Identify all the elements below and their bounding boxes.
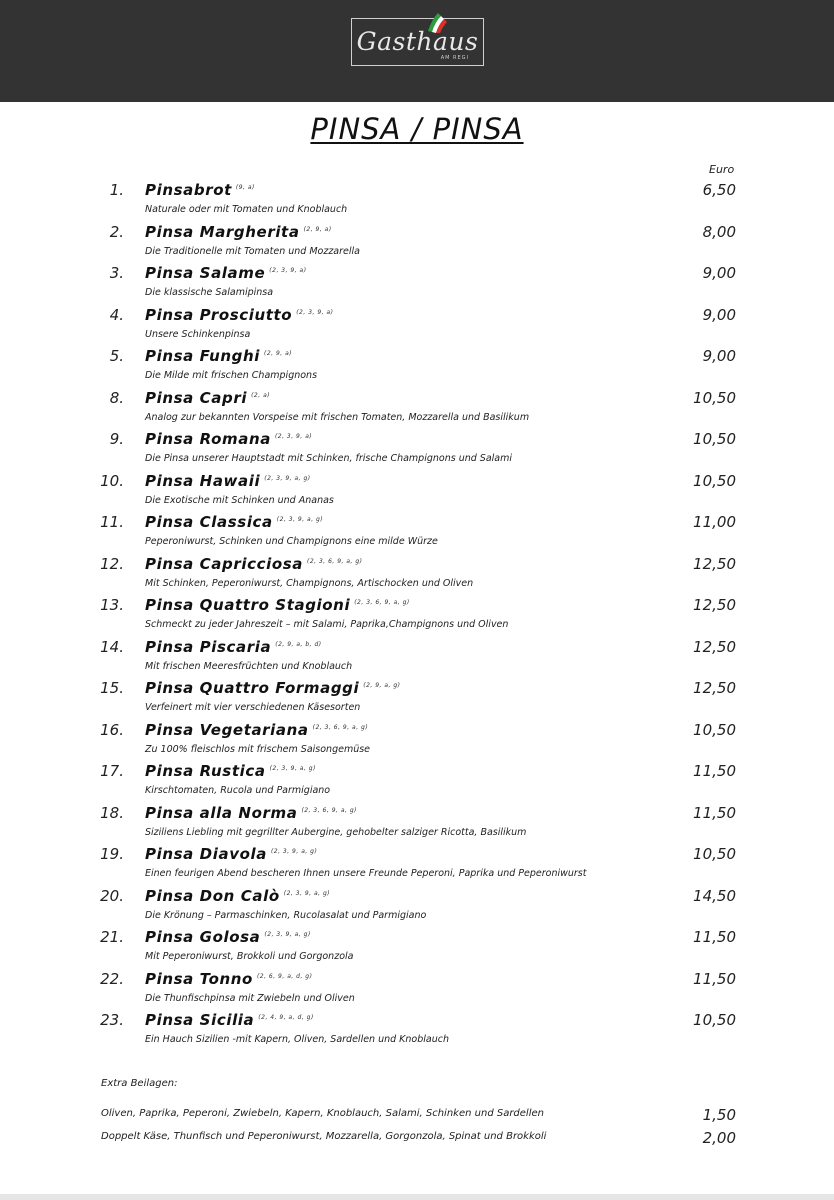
item-name — [145, 472, 311, 490]
menu-item — [0, 306, 834, 348]
allergen-codes: (2, a) — [251, 392, 271, 399]
allergen-codes: (2, 6, 9, a, d, g) — [256, 973, 313, 980]
menu-item — [0, 347, 834, 389]
item-name-text: Pinsa Diavola — [145, 845, 267, 863]
allergen-codes: (2, 4, 9, a, d, g) — [258, 1014, 314, 1021]
allergen-codes: (9, a) — [235, 184, 255, 191]
item-description: Ein Hauch Sizilien -mit Kapern, Oliven, Sardellen und Knoblauch — [145, 1034, 450, 1045]
item-price: 6,50 — [702, 181, 736, 199]
allergen-codes: (2, 3, 6, 9, a, g) — [306, 558, 363, 565]
item-price: 9,00 — [702, 347, 736, 365]
item-name — [145, 721, 368, 739]
item-number: 11. — [100, 513, 124, 531]
item-description: Schmeckt zu jeder Jahreszeit – mit Salami, Paprika,Champignons und Oliven — [145, 619, 509, 630]
item-price: 11,50 — [693, 928, 736, 946]
item-number: 14. — [100, 638, 124, 656]
allergen-codes: (2, 3, 9, a, g) — [283, 890, 331, 897]
item-price: 10,50 — [693, 721, 736, 739]
item-name — [145, 762, 316, 780]
item-name-text: Pinsa Sicilia — [145, 1011, 255, 1029]
item-name — [145, 928, 311, 946]
allergen-codes: (2, 3, 9, a) — [296, 309, 334, 316]
item-number: 10. — [100, 472, 124, 490]
item-price: 11,50 — [693, 970, 736, 988]
item-price: 14,50 — [693, 887, 736, 905]
menu-item — [0, 970, 834, 1012]
item-description: Kirschtomaten, Rucola und Parmigiano — [145, 785, 331, 796]
item-number: 3. — [109, 264, 124, 282]
item-price: 10,50 — [693, 845, 736, 863]
item-name-text: Pinsa Piscaria — [145, 638, 272, 656]
item-name-text: Pinsa Vegetariana — [145, 721, 309, 739]
item-name-text: Pinsa Golosa — [145, 928, 261, 946]
item-name-text: Pinsa Classica — [145, 513, 273, 531]
page-bottom-edge — [0, 1194, 834, 1200]
item-name-text: Pinsa Rustica — [145, 762, 266, 780]
menu-item — [0, 430, 834, 472]
menu-item — [0, 513, 834, 555]
item-number: 4. — [109, 306, 124, 324]
item-number: 21. — [100, 928, 124, 946]
menu-item — [0, 1011, 834, 1053]
menu-item — [0, 804, 834, 846]
item-description: Zu 100% fleischlos mit frischem Saisongemüse — [145, 744, 371, 755]
item-number: 1. — [109, 181, 124, 199]
item-description: Mit Schinken, Peperoniwurst, Champignons, Artischocken und Oliven — [145, 578, 474, 589]
allergen-codes: (2, 3, 6, 9, a, g) — [354, 599, 410, 606]
logo-wordmark: Gasthaus — [356, 27, 479, 56]
item-description: Analog zur bekannten Vorspeise mit frischen Tomaten, Mozzarella und Basilikum — [145, 412, 530, 423]
item-price: 12,50 — [693, 596, 736, 614]
menu-item — [0, 679, 834, 721]
item-name-text: Pinsa alla Norma — [145, 804, 298, 822]
item-price: 10,50 — [693, 1011, 736, 1029]
item-description: Einen feurigen Abend bescheren Ihnen unsere Freunde Peperoni, Paprika und Peperoniwurst — [145, 868, 587, 879]
item-description: Mit Peperoniwurst, Brokkoli und Gorgonzola — [145, 951, 354, 962]
item-description: Verfeinert mit vier verschiedenen Käsesorten — [145, 702, 361, 713]
allergen-codes: (2, 3, 9, a, g) — [264, 931, 311, 938]
item-name — [145, 804, 357, 822]
item-name-text: Pinsa Funghi — [145, 347, 261, 365]
item-number: 17. — [100, 762, 124, 780]
allergen-codes: (2, 3, 9, a, g) — [269, 765, 316, 772]
item-name — [145, 513, 323, 531]
item-name — [145, 596, 410, 614]
extra-row — [0, 1106, 834, 1128]
item-name-text: Pinsa Salame — [145, 264, 266, 282]
item-description: Die Thunfischpinsa mit Zwiebeln und Oliven — [145, 993, 355, 1004]
menu-item — [0, 721, 834, 763]
allergen-codes: (2, 9, a) — [303, 226, 332, 233]
item-name-text: Pinsa Quattro Formaggi — [145, 679, 360, 697]
item-number: 9. — [109, 430, 124, 448]
item-number: 19. — [100, 845, 124, 863]
item-price: 11,50 — [693, 804, 736, 822]
allergen-codes: (2, 9, a) — [264, 350, 293, 357]
item-name — [145, 347, 292, 365]
item-number: 23. — [100, 1011, 124, 1029]
item-name-text: Pinsa Romana — [145, 430, 271, 448]
allergen-codes: (2, 3, 9, a, g) — [276, 516, 324, 523]
item-price: 8,00 — [702, 223, 736, 241]
item-price: 11,00 — [693, 513, 736, 531]
menu-item — [0, 264, 834, 306]
menu-item — [0, 596, 834, 638]
item-name-text: Pinsa Prosciutto — [145, 306, 293, 324]
extra-label: Oliven, Paprika, Peperoni, Zwiebeln, Kapern, Knoblauch, Salami, Schinken und Sardellen — [101, 1108, 544, 1119]
item-description: Unsere Schinkenpinsa — [145, 329, 251, 340]
extra-price: 2,00 — [702, 1129, 736, 1147]
item-name-text: Pinsa Capri — [145, 389, 248, 407]
allergen-codes: (2, 3, 6, 9, a, g) — [301, 807, 357, 814]
item-number: 12. — [100, 555, 124, 573]
item-name — [145, 1011, 314, 1029]
menu-item — [0, 472, 834, 514]
item-price: 12,50 — [693, 679, 736, 697]
item-description: Siziliens Liebling mit gegrillter Aubergine, gehobelter salziger Ricotta, Basilikum — [145, 827, 527, 838]
item-number: 5. — [109, 347, 124, 365]
item-description: Die Pinsa unserer Hauptstadt mit Schinken, frische Champignons und Salami — [145, 453, 513, 464]
item-name — [145, 181, 255, 199]
item-price: 9,00 — [702, 264, 736, 282]
item-number: 18. — [100, 804, 124, 822]
item-price: 10,50 — [693, 472, 736, 490]
extras-heading: Extra Beilagen: — [101, 1078, 178, 1089]
menu-item — [0, 845, 834, 887]
allergen-codes: (2, 3, 9, a) — [274, 433, 313, 440]
item-price: 11,50 — [693, 762, 736, 780]
menu-item — [0, 638, 834, 680]
item-price: 10,50 — [693, 430, 736, 448]
item-name — [145, 389, 270, 407]
allergen-codes: (2, 9, a, g) — [363, 682, 401, 689]
item-number: 22. — [100, 970, 124, 988]
item-name-text: Pinsa Tonno — [145, 970, 253, 988]
item-price: 12,50 — [693, 555, 736, 573]
item-name — [145, 264, 307, 282]
item-price: 10,50 — [693, 389, 736, 407]
allergen-codes: (2, 3, 9, a, g) — [270, 848, 318, 855]
item-price: 12,50 — [693, 638, 736, 656]
item-name-text: Pinsa Don Calò — [145, 887, 280, 905]
extra-price: 1,50 — [702, 1106, 736, 1124]
menu-item — [0, 555, 834, 597]
item-description: Naturale oder mit Tomaten und Knoblauch — [145, 204, 348, 215]
item-number: 2. — [109, 223, 124, 241]
item-description: Die Milde mit frischen Champignons — [145, 370, 318, 381]
menu-item — [0, 887, 834, 929]
item-name — [145, 555, 363, 573]
allergen-codes: (2, 3, 9, a) — [269, 267, 307, 274]
page-title: PINSA / PINSA — [310, 112, 524, 146]
item-name — [145, 638, 322, 656]
item-description: Peperoniwurst, Schinken und Champignons eine milde Würze — [145, 536, 438, 547]
item-number: 8. — [109, 389, 124, 407]
item-name — [145, 223, 332, 241]
item-description: Die Traditionelle mit Tomaten und Mozzarella — [145, 246, 360, 257]
menu-item — [0, 389, 834, 431]
item-name-text: Pinsa Quattro Stagioni — [145, 596, 351, 614]
header-bar — [0, 0, 834, 102]
allergen-codes: (2, 3, 6, 9, a, g) — [312, 724, 369, 731]
menu-item — [0, 762, 834, 804]
item-name — [145, 679, 401, 697]
extra-row — [0, 1129, 834, 1151]
item-name — [145, 887, 330, 905]
item-name-text: Pinsa Capricciosa — [145, 555, 303, 573]
allergen-codes: (2, 3, 9, a, g) — [264, 475, 311, 482]
item-number: 13. — [100, 596, 124, 614]
item-number: 15. — [100, 679, 124, 697]
item-name — [145, 306, 333, 324]
item-name-text: Pinsabrot — [145, 181, 232, 199]
menu-item — [0, 223, 834, 265]
currency-label: Euro — [709, 163, 735, 176]
item-number: 16. — [100, 721, 124, 739]
item-name-text: Pinsa Hawaii — [145, 472, 261, 490]
item-description: Die klassische Salamipinsa — [145, 287, 274, 298]
item-number: 20. — [100, 887, 124, 905]
item-name — [145, 430, 312, 448]
allergen-codes: (2, 9, a, b, d) — [275, 641, 322, 648]
item-name-text: Pinsa Margherita — [145, 223, 300, 241]
gasthaus-logo — [351, 18, 484, 66]
item-description: Mit frischen Meeresfrüchten und Knoblauch — [145, 661, 353, 672]
item-description: Die Exotische mit Schinken und Ananas — [145, 495, 334, 506]
item-name — [145, 845, 317, 863]
item-name — [145, 970, 312, 988]
item-description: Die Krönung – Parmaschinken, Rucolasalat und Parmigiano — [145, 910, 427, 921]
extra-label: Doppelt Käse, Thunfisch und Peperoniwurst, Mozzarella, Gorgonzola, Spinat und Brokkoli — [101, 1131, 547, 1142]
logo-subtitle: AM REGI — [440, 55, 469, 61]
menu-item — [0, 928, 834, 970]
menu-item — [0, 181, 834, 223]
item-price: 9,00 — [702, 306, 736, 324]
